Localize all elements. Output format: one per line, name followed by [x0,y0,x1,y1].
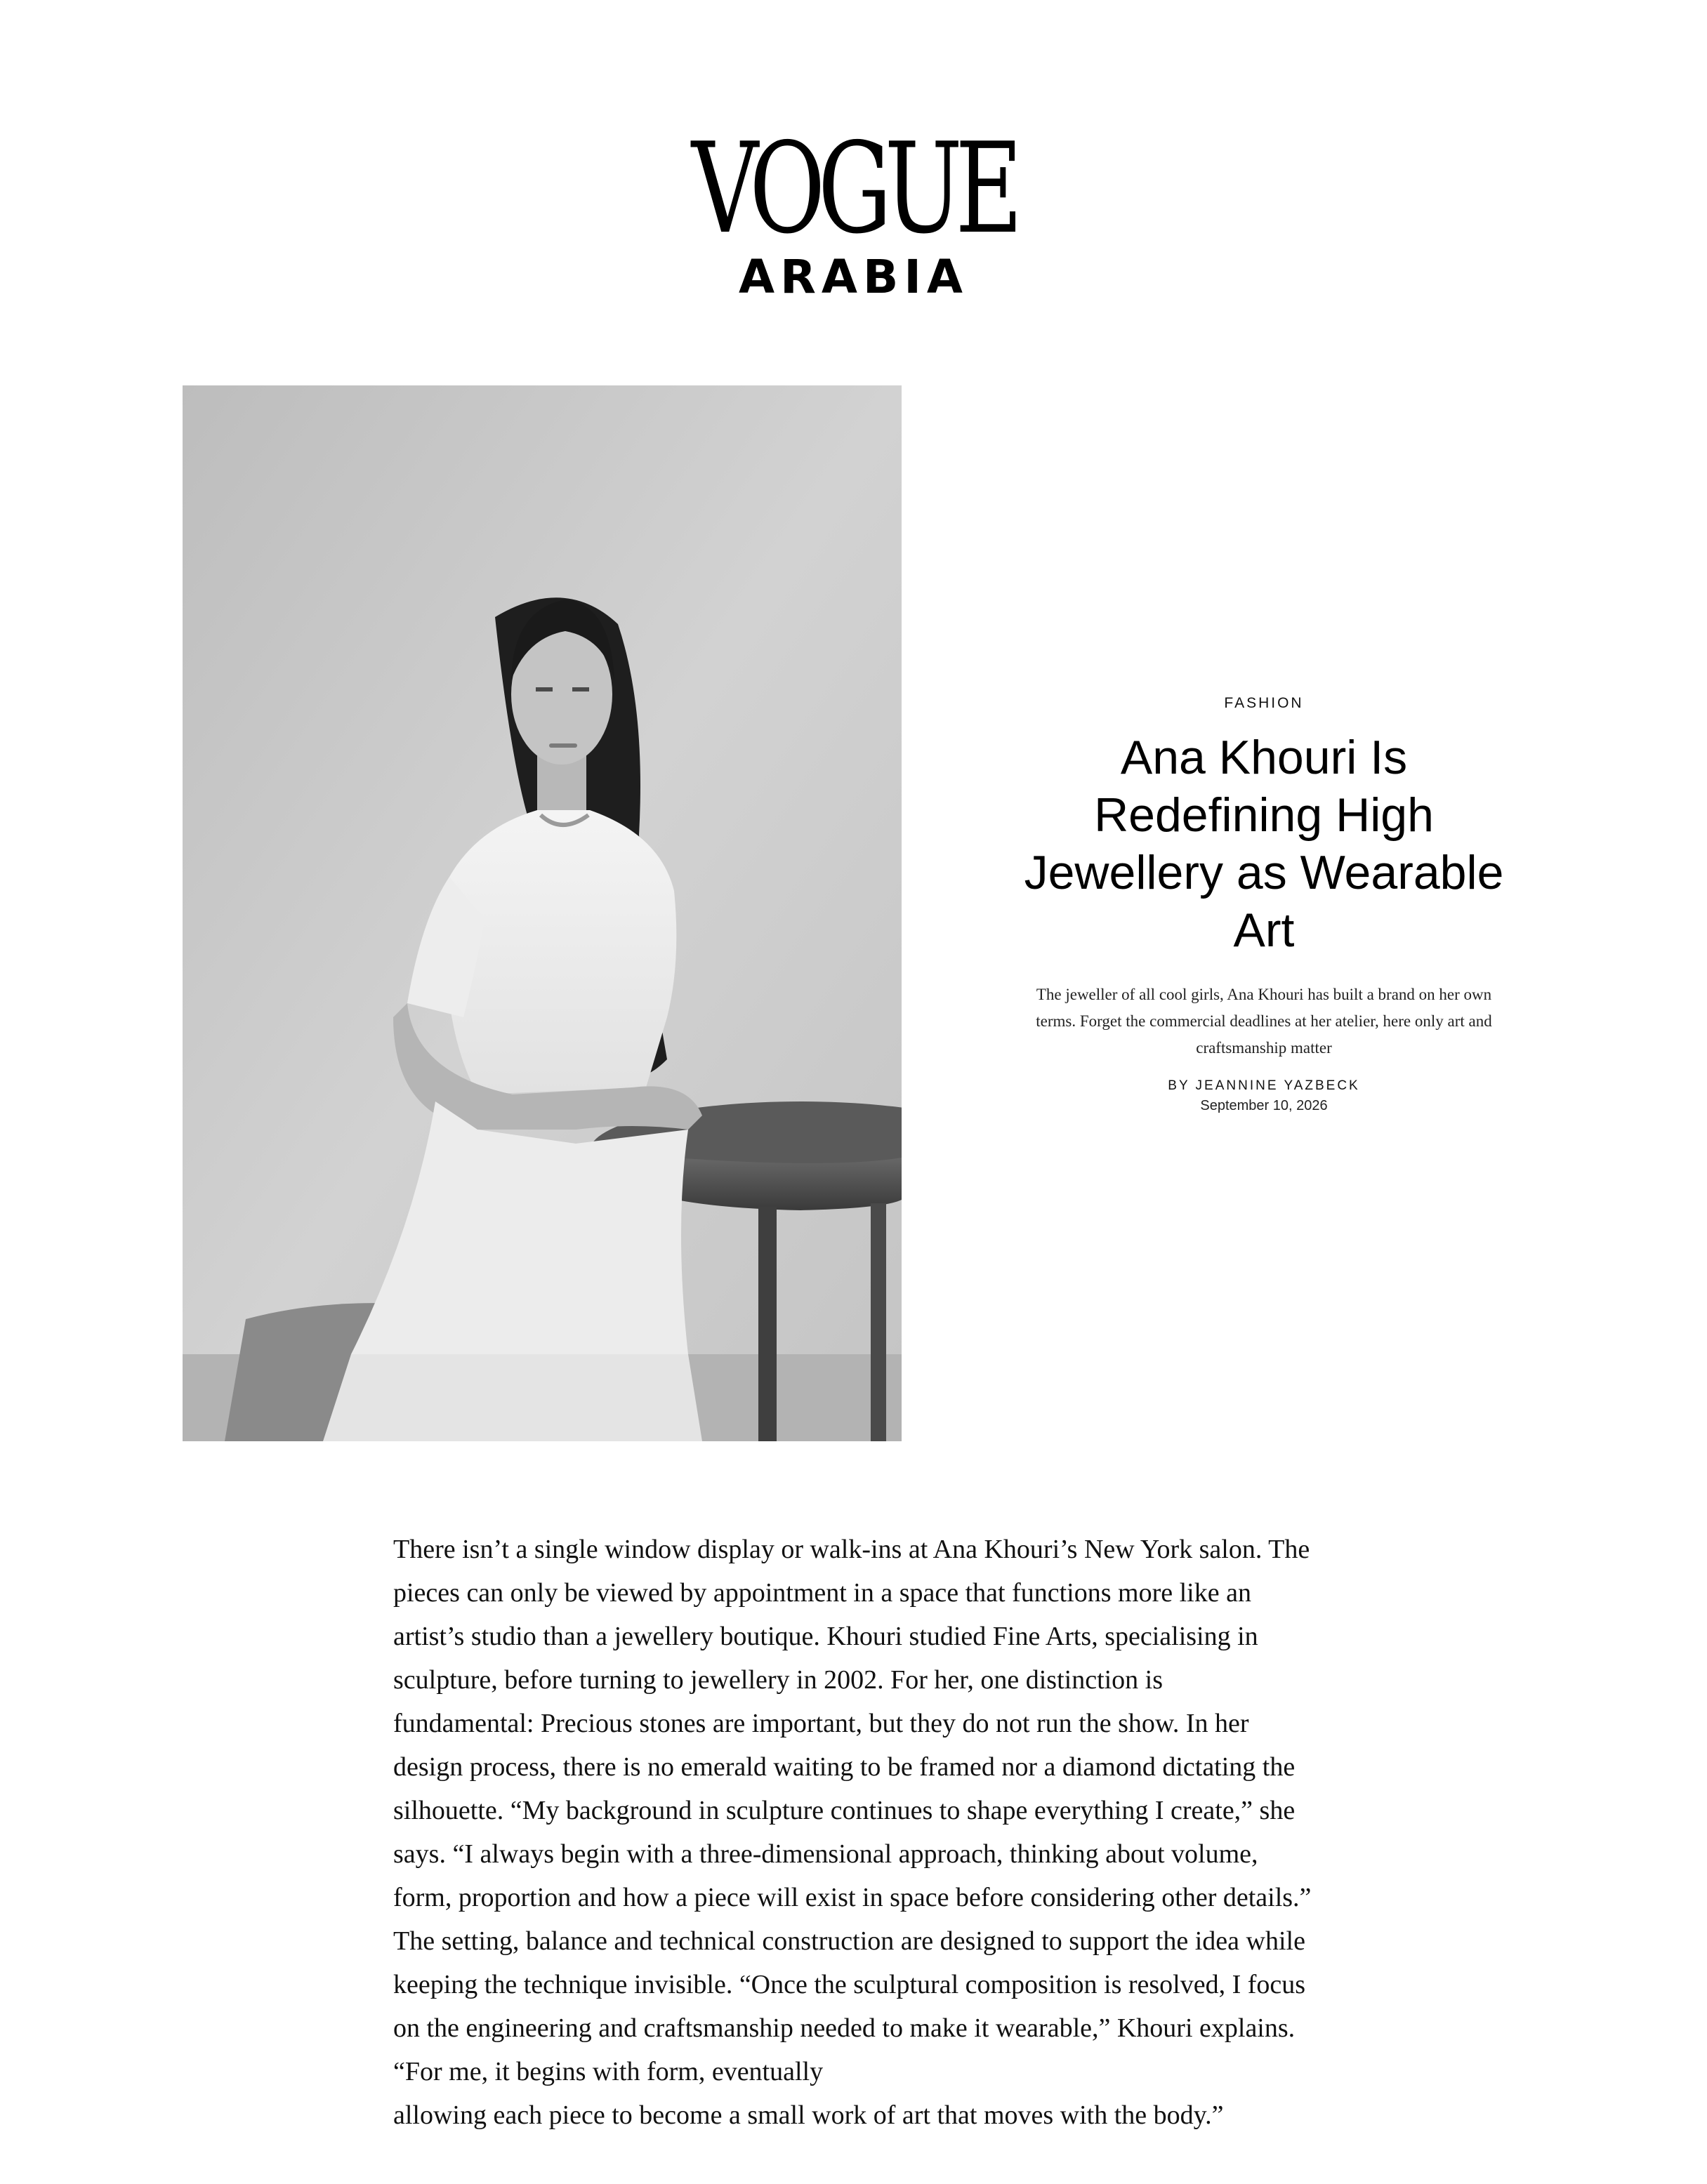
body-line: There isn’t a single window display or walk-ins at Ana Khouri’s New York salon. The [393,1535,1310,1564]
dek-line: The jeweller of all cool girls, Ana Khouri has built a brand on her own [1036,986,1492,1003]
article-header [983,695,1545,1114]
body-line: The setting, balance and technical construction are designed to support the idea while [393,1926,1305,1956]
dek-line: craftsmanship matter [1196,1039,1332,1057]
body-line: says. “I always begin with a three-dimensional approach, thinking about volume, [393,1839,1258,1869]
body-line: “For me, it begins with form, eventually [393,2057,824,2086]
portrait-illustration [183,385,902,1441]
hero-photo [183,385,902,1441]
body-line: artist’s studio than a jewellery boutique. Khouri studied Fine Arts, specialising in [393,1622,1258,1651]
vogue-logo[interactable]: VOGUE [691,116,1016,261]
author-byline[interactable]: BY JEANNINE YAZBECK [1168,1078,1360,1093]
body-line: sculpture, before turning to jewellery in 2002. For her, one distinction is [393,1665,1164,1695]
body-line: on the engineering and craftsmanship needed to make it wearable,” Khouri explains. [393,2013,1296,2043]
arabia-wordmark: ARABIA [739,250,968,304]
headline-line: Redefining High [1094,788,1434,842]
body-line: form, proportion and how a piece will exist in space before considering other details.” [393,1883,1312,1912]
headline-line: Jewellery as Wearable [1024,846,1504,899]
article-body [393,1528,1390,2137]
body-line: pieces can only be viewed by appointment in a space that functions more like an [393,1578,1251,1608]
body-line: silhouette. “My background in sculpture continues to shape everything I create,” she [393,1796,1296,1825]
body-line: design process, there is no emerald waiting to be framed nor a diamond dictating the [393,1752,1296,1782]
masthead [0,116,1707,304]
body-line: allowing each piece to become a small work of art that moves with the body.” [393,2100,1224,2130]
article-dek [994,981,1534,1061]
article-headline [983,729,1545,959]
publish-date: September 10, 2026 [1200,1098,1328,1113]
section-rubric[interactable]: FASHION [1224,695,1304,711]
body-line: keeping the technique invisible. “Once the sculptural composition is resolved, I focus [393,1970,1306,1999]
headline-line: Ana Khouri Is [1120,731,1408,784]
headline-line: Art [1233,904,1295,957]
dek-line: terms. Forget the commercial deadlines at her atelier, here only art and [1036,1012,1492,1030]
body-line: fundamental: Precious stones are important, but they do not run the show. In her [393,1709,1249,1738]
